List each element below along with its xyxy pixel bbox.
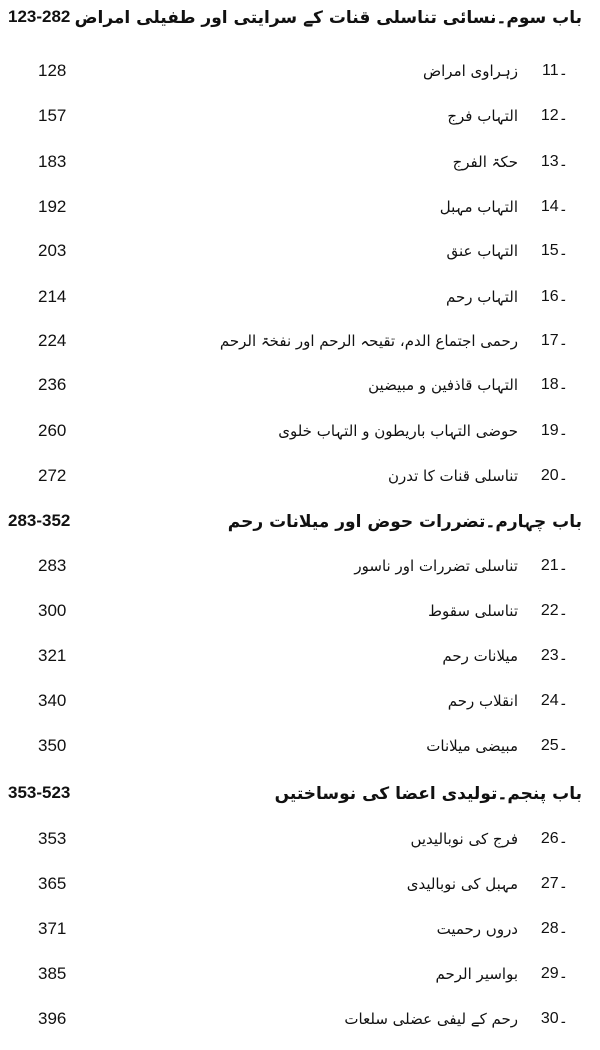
toc-item-number: 25۔: [540, 737, 568, 754]
toc-item-number: 12۔: [540, 107, 568, 124]
toc-item-title: انقلاب رحم: [447, 692, 518, 710]
toc-item-number: 22۔: [540, 602, 568, 619]
toc-item-number: 14۔: [540, 198, 568, 215]
toc-item-page: 283: [38, 556, 67, 575]
toc-item-number: 23۔: [540, 647, 568, 664]
toc-item-title: دروں رحمیت: [436, 920, 518, 938]
toc-item-page: 157: [38, 106, 67, 125]
section-page-range: 123-282: [8, 7, 71, 26]
toc-item-page: 371: [38, 919, 67, 938]
toc-item-page: 224: [38, 331, 67, 350]
toc-item-page: 396: [38, 1009, 67, 1028]
toc-item-page: 353: [38, 829, 67, 848]
toc-item-page: 192: [38, 197, 67, 216]
toc-item-page: 385: [38, 964, 67, 983]
toc-item-page: 365: [38, 874, 67, 893]
toc-item-number: 19۔: [540, 422, 568, 439]
toc-item-number: 18۔: [540, 376, 568, 393]
toc-item-title: حکۃ الفرج: [452, 153, 518, 171]
section-heading: باب سوم۔نسائی تناسلی قنات کے سرایتی اور طفیلی امراض: [74, 8, 582, 28]
section-page-range: 353-523: [8, 783, 71, 802]
toc-item-number: 29۔: [540, 965, 568, 982]
toc-item-page: 300: [38, 601, 67, 620]
toc-item-page: 203: [38, 241, 67, 260]
toc-item-page: 272: [38, 466, 67, 485]
toc-item-title: حوضی التہاب باریطون و التہاب خلوی: [278, 422, 518, 440]
toc-item-page: 340: [38, 691, 67, 710]
toc-item-number: 16۔: [540, 288, 568, 305]
toc-item-number: 28۔: [540, 920, 568, 937]
toc-item-title: فرج کی نوبالیدیں: [410, 830, 518, 848]
toc-item-number: 24۔: [540, 692, 568, 709]
toc-item-title: تناسلی تضررات اور ناسور: [354, 557, 518, 575]
toc-item-page: 128: [38, 61, 67, 80]
section-heading: باب چہارم۔تضررات حوض اور میلانات رحم: [227, 512, 582, 532]
toc-item-number: 30۔: [540, 1010, 568, 1027]
toc-item-title: بواسیر الرحم: [435, 965, 518, 983]
toc-item-title: رحمی اجتماع الدم، تقیحہ الرحم اور نفخۃ الرحم: [219, 332, 518, 350]
toc-item-title: میلانات رحم: [442, 647, 518, 665]
toc-item-title: التہاب قاذفین و مبیضین: [368, 376, 518, 394]
toc-item-title: التہاب فرج: [447, 107, 518, 125]
toc-item-number: 20۔: [540, 467, 568, 484]
toc-item-number: 13۔: [540, 153, 568, 170]
toc-item-number: 11۔: [542, 62, 568, 79]
toc-item-title: رحم کے لیفی عضلی سلعات: [344, 1010, 518, 1028]
toc-item-title: زہراوی امراض: [422, 62, 518, 80]
toc-item-page: 321: [38, 646, 67, 665]
toc-item-number: 15۔: [540, 242, 568, 259]
toc-item-title: مہبل کی نوبالیدی: [406, 875, 518, 893]
toc-item-page: 260: [38, 421, 67, 440]
toc-item-page: 183: [38, 152, 67, 171]
toc-item-title: التہاب مہبل: [439, 198, 518, 216]
section-page-range: 283-352: [8, 511, 71, 530]
toc-item-title: التہاب عنق: [446, 242, 518, 260]
toc-item-title: مبیضی میلانات: [426, 737, 518, 755]
toc-item-number: 21۔: [540, 557, 568, 574]
toc-item-number: 26۔: [540, 830, 568, 847]
toc-item-title: تناسلی قنات کا تدرن: [387, 467, 518, 485]
toc-item-title: تناسلی سقوط: [428, 602, 518, 620]
toc-item-page: 214: [38, 287, 67, 306]
toc-item-page: 236: [38, 375, 67, 394]
section-heading: باب پنجم۔تولیدی اعضا کی نوساختیں: [274, 784, 582, 804]
toc-item-title: التہاب رحم: [445, 288, 518, 306]
toc-item-page: 350: [38, 736, 67, 755]
toc-item-number: 27۔: [540, 875, 568, 892]
toc-item-number: 17۔: [540, 332, 568, 349]
